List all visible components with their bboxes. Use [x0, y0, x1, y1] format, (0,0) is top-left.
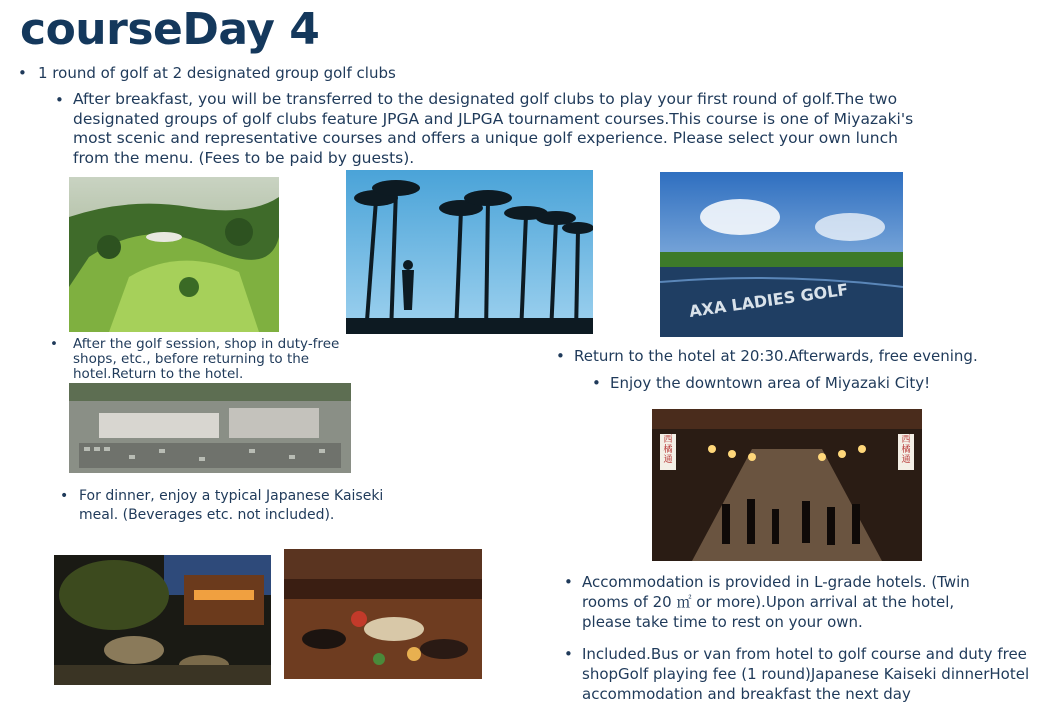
- bullet-main: [18, 63, 518, 83]
- bullet-dot: •: [60, 488, 69, 504]
- bullet-main-text: 1 round of golf at 2 designated group golf clubs: [38, 64, 396, 82]
- bullet-dot: •: [592, 374, 601, 392]
- bullet-included: [564, 644, 1034, 704]
- page-title: courseDay 4: [20, 4, 320, 55]
- bullet-return: [556, 346, 1026, 366]
- axa-ladies-pond-photo: [660, 172, 903, 337]
- bullet-intro: [55, 90, 935, 168]
- bullet-dinner-text: For dinner, enjoy a typical Japanese Kaiseki meal. (Beverages etc. not included).: [79, 488, 384, 523]
- kaiseki-meal-photo: [284, 549, 482, 679]
- palm-silhouette-photo: [346, 170, 593, 334]
- bullet-accommodation-text: Accommodation is provided in L-grade hotels. (Twin rooms of 20 ㎡ or more).Upon arrival at the hotel, please take time to rest on your own.: [582, 573, 970, 631]
- bullet-dot: •: [564, 573, 573, 591]
- bullet-dot: •: [564, 645, 573, 663]
- bullet-accommodation: [564, 572, 1004, 632]
- bullet-downtown-text: Enjoy the downtown area of Miyazaki City!: [610, 374, 931, 392]
- bullet-dot: •: [556, 347, 565, 365]
- axa-sign-text: AXA LADIES GOLF: [687, 279, 850, 321]
- bullet-dinner: [60, 487, 405, 525]
- bullet-return-text: Return to the hotel at 20:30.Afterwards, free evening.: [574, 347, 978, 365]
- bullet-intro-text: After breakfast, you will be transferred to the designated golf clubs to play your first round of golf.The two designated groups of golf clubs feature JPGA and JLPGA tournament courses.This course is one of Miyazaki's most scenic and representative courses and offers a unique golf experience. Please select your own lunch from the menu. (Fees to be paid by guests).: [73, 90, 914, 167]
- bullet-dot: •: [50, 336, 58, 352]
- bullet-after-golf: [50, 337, 370, 382]
- bullet-included-text: Included.Bus or van from hotel to golf course and duty free shopGolf playing fee (1 round)Japanese Kaiseki dinnerHotel accommodation and breakfast the next day: [582, 645, 1030, 703]
- outlet-mall-aerial-photo: [69, 383, 351, 473]
- bullet-dot: •: [55, 91, 64, 109]
- bullet-downtown: [592, 373, 1012, 393]
- bullet-after-golf-text: After the golf session, shop in duty-free shops, etc., before returning to the hotel.Return to the hotel.: [73, 336, 340, 382]
- bullet-dot: •: [18, 64, 27, 82]
- lantern-right-text: 西橘通: [901, 435, 911, 465]
- golf-course-aerial-photo: [69, 177, 279, 332]
- garden-night-photo: [54, 555, 271, 685]
- lantern-left-text: 西橘通: [663, 435, 673, 465]
- downtown-street-photo: [652, 409, 922, 561]
